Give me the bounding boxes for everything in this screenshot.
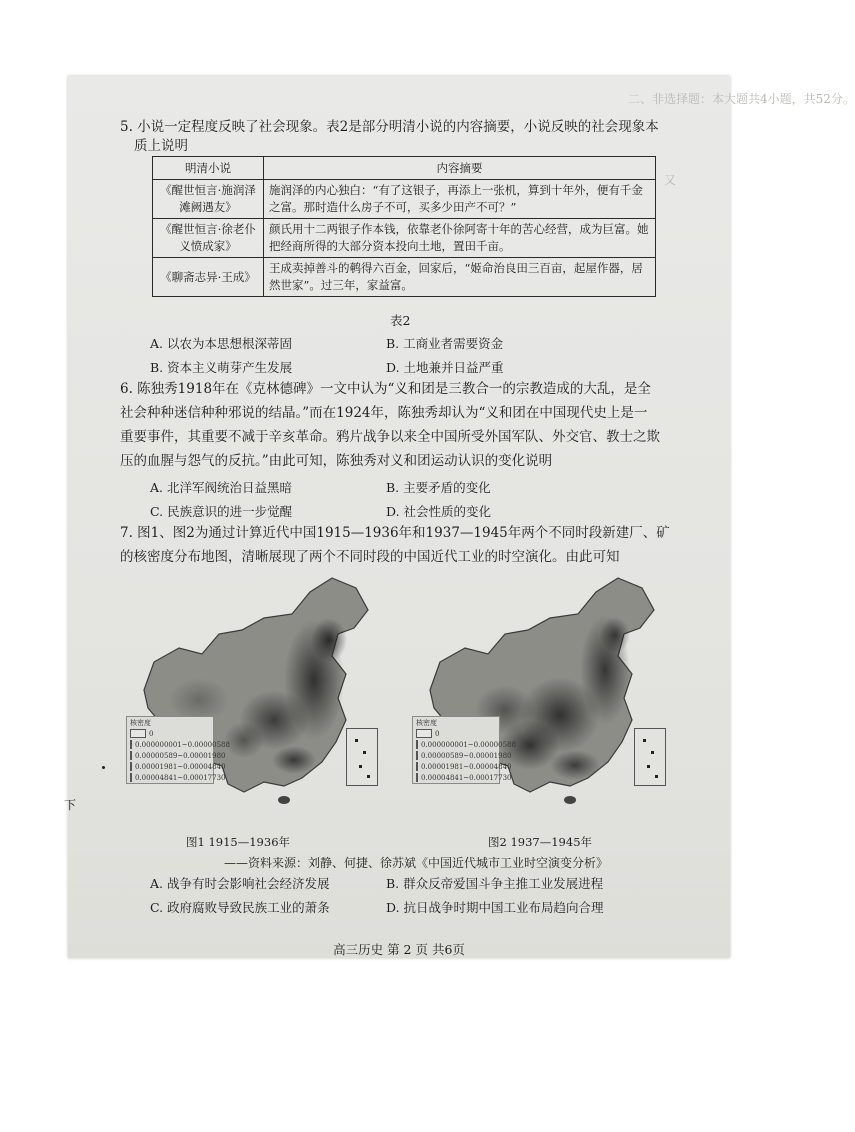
table-cell-title: 《醒世恒言·徐老仆义愤成家》 — [153, 219, 264, 258]
q6-stem-line4: 压的血腥与怨气的反抗。”由此可知，陈独秀对义和团运动认识的变化说明 — [120, 453, 553, 469]
legend-title: 核密度 — [130, 718, 151, 727]
map2-legend — [412, 716, 516, 784]
table-header-summary: 内容摘要 — [264, 157, 656, 180]
hainan-island — [564, 796, 576, 804]
table-cell-summary: 施润泽的内心独白：“有了这银子，再添上一张机，算到十年外，便有千金之富。那时造什么房子不可，买多少田产不可？” — [264, 180, 656, 219]
q7-option-a: A. 战争有时会影响社会经济发展 — [150, 876, 330, 891]
table-row — [153, 219, 656, 258]
bleed-through-text: 又 — [664, 173, 677, 187]
map1-south-sea-inset — [346, 728, 378, 786]
legend-item: 0.00000589~0.00001980 — [135, 751, 226, 760]
speck — [102, 766, 105, 769]
map1-caption: 图1 1915—1936年 — [186, 835, 291, 849]
exam-page — [68, 76, 855, 958]
q5-option-a: A. 以农为本思想根深蒂固 — [150, 336, 292, 351]
density-hotspot — [550, 750, 600, 780]
q5-stem-line2: 质上说明 — [134, 138, 188, 154]
legend-item: 0.00004841~0.00017730 — [135, 773, 226, 782]
q6-option-b: B. 主要矛盾的变化 — [386, 480, 491, 495]
legend-item: 0.00000589~0.00001980 — [421, 751, 512, 760]
q6-option-d: D. 社会性质的变化 — [386, 504, 492, 519]
table-header-novel: 明清小说 — [153, 157, 264, 180]
table-caption: 表2 — [390, 313, 411, 328]
q5-option-d: D. 土地兼并日益严重 — [386, 360, 504, 375]
q6-option-a: A. 北洋军阀统治日益黑暗 — [150, 480, 292, 495]
bleed-through-text: 二、非选择题：本大题共4小题，共52分。 — [628, 92, 855, 106]
map2-south-sea-inset — [634, 728, 666, 786]
q6-stem-line3: 重要事件，其重要不减于辛亥革命。鸦片战争以来全中国所受外国军队、外交官、教士之欺 — [120, 429, 660, 445]
table-cell-title: 《聊斋志异·王成》 — [153, 258, 264, 297]
q7-option-c: C. 政府腐败导致民族工业的萧条 — [150, 900, 330, 915]
table-row — [153, 180, 656, 219]
table-cell-title: 《醒世恒言·施润泽滩阙遇友》 — [153, 180, 264, 219]
q6-option-c: C. 民族意识的进一步觉醒 — [150, 504, 293, 519]
q6-stem-line1: 6. 陈独秀1918年在《克林德碑》一文中认为“义和团是三教合一的宗教造成的大乱，是全 — [120, 381, 651, 397]
legend-item: 0 — [435, 729, 440, 738]
legend-item: 0.00001981~0.00004840 — [135, 762, 226, 771]
q7-stem-line1: 7. 图1、图2为通过计算近代中国1915—1936年和1937—1945年两个不同时段新建厂、矿 — [120, 525, 670, 541]
margin-mark: 下 — [64, 798, 77, 812]
q6-stem-line2: 社会种种迷信种种邪说的结晶。”而在1924年，陈独秀却认为“义和团在中国现代史上是一 — [120, 405, 648, 421]
table-cell-summary: 王成卖掉善斗的鹌得六百金，回家后，“姬命治良田三百亩，起屋作器，居然世家”。过三年，家益富。 — [264, 258, 656, 297]
hainan-island — [278, 796, 290, 804]
legend-item: 0.00004841~0.00017730 — [421, 773, 512, 782]
q5-option-c: B. 资本主义萌芽产生发展 — [150, 360, 293, 375]
legend-item: 0 — [149, 729, 154, 738]
density-hotspot — [311, 618, 347, 662]
page-footer: 高三历史 第 2 页 共6页 — [333, 942, 465, 957]
table-header-row — [153, 157, 656, 180]
table-row — [153, 258, 656, 297]
q7-stem-line2: 的核密度分布地图，清晰展现了两个不同时段的中国近代工业的时空演化。由此可知 — [120, 549, 620, 565]
legend-title: 核密度 — [416, 718, 437, 727]
density-hotspot — [224, 722, 264, 758]
q7-option-d: D. 抗日战争时期中国工业布局趋向合理 — [386, 900, 604, 915]
q5-stem-line1: 5. 小说一定程度反映了社会现象。表2是部分明清小说的内容摘要，小说反映的社会现象本 — [120, 119, 659, 135]
legend-item: 0.000000001~0.00000588 — [135, 740, 230, 749]
q7-source: ——资料来源：刘静、何捷、徐苏斌《中国近代城市工业时空演变分析》 — [224, 856, 609, 870]
q7-option-b: B. 群众反帝爱国斗争主推工业发展进程 — [386, 876, 604, 891]
legend-item: 0.00001981~0.00004840 — [421, 762, 512, 771]
legend-item: 0.000000001~0.00000588 — [421, 740, 516, 749]
map2-caption: 图2 1937—1945年 — [488, 835, 593, 849]
novels-table — [152, 156, 656, 297]
map1-legend — [126, 716, 230, 784]
q5-option-b: B. 工商业者需要资金 — [386, 336, 504, 351]
density-hotspot — [600, 617, 630, 653]
density-hotspot — [272, 746, 316, 774]
table-cell-summary: 颜氏用十二两银子作本钱，依靠老仆徐阿寄十年的苦心经营，成为巨富。她把经商所得的大部分资本投向土地，置田千亩。 — [264, 219, 656, 258]
